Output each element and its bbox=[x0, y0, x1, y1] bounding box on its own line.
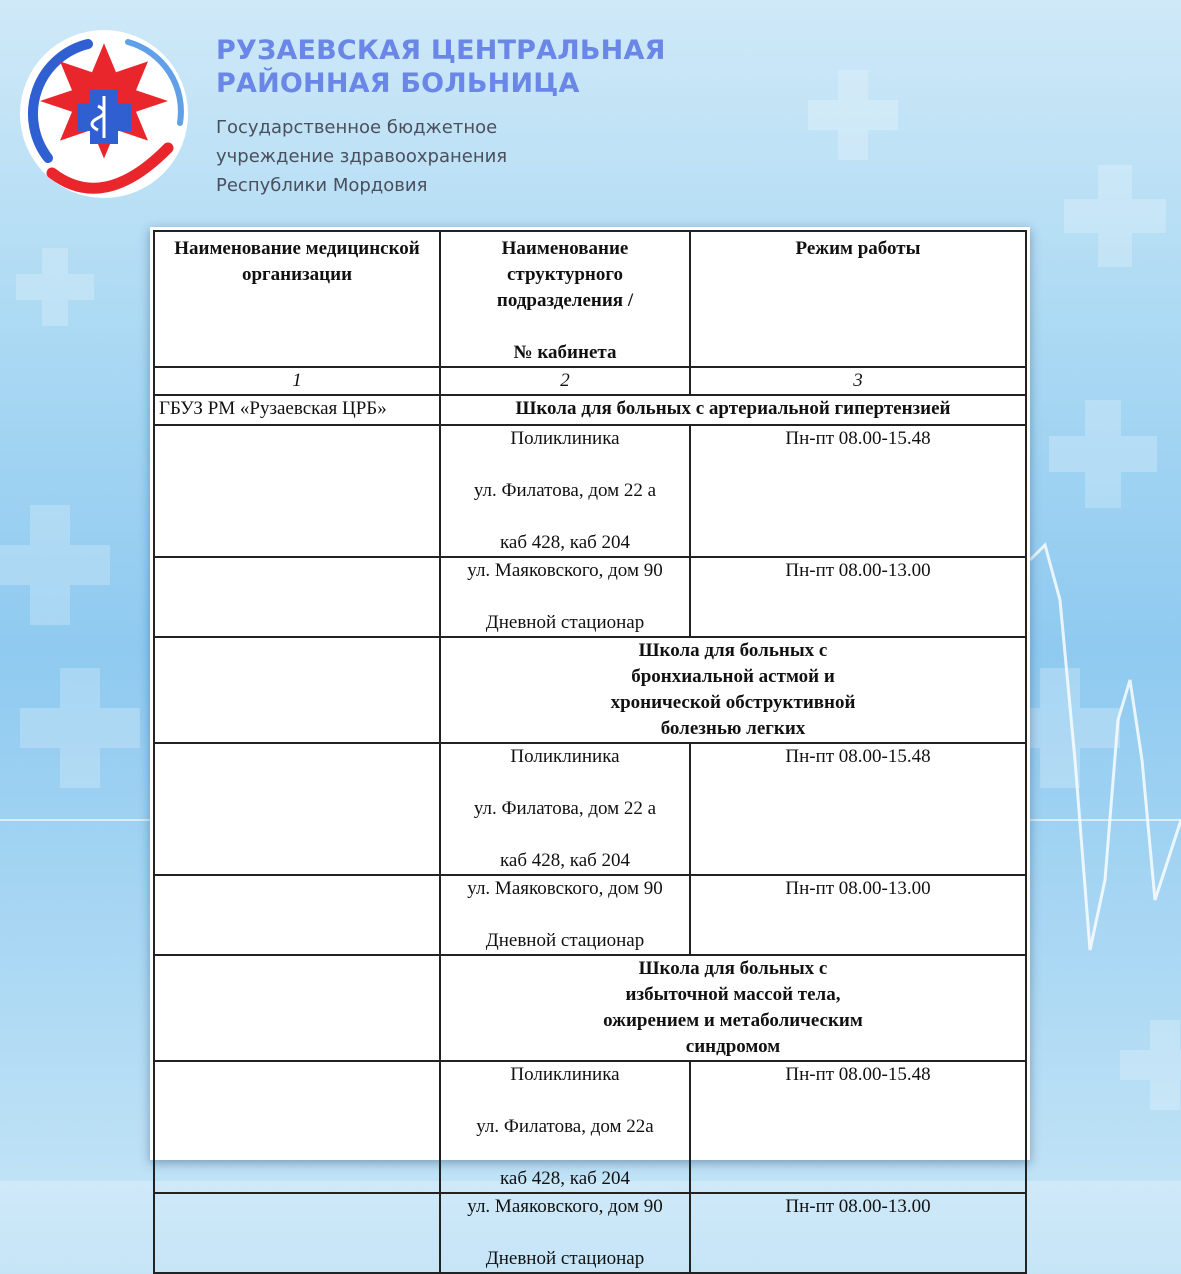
day-hospital-name: Дневной стационар bbox=[485, 1248, 645, 1269]
school-title: Школа для больных с артериальной гипертензией bbox=[440, 395, 1026, 425]
day-hospital-address: ул. Маяковского, дом 90 bbox=[467, 560, 663, 581]
school-title: Школа для больных с бронхиальной астмой и хронической обструктивной болезнью легких bbox=[440, 637, 1026, 743]
day-hospital-name: Дневной стационар bbox=[485, 930, 645, 951]
column-number-3: 3 bbox=[690, 367, 1026, 395]
working-hours: Пн-пт 08.00-15.48 bbox=[690, 1061, 1026, 1193]
polyclinic-address: ул. Филатова, дом 22а bbox=[476, 1116, 654, 1137]
polyclinic-name: Поликлиника bbox=[510, 746, 620, 767]
day-hospital-name: Дневной стационар bbox=[485, 612, 645, 633]
empty-cell bbox=[154, 1061, 440, 1193]
day-hospital-cell bbox=[440, 1193, 690, 1273]
polyclinic-cell bbox=[440, 743, 690, 875]
subtitle-line-2: учреждение здравоохранения bbox=[216, 146, 508, 167]
polyclinic-name: Поликлиника bbox=[510, 428, 620, 449]
header-hours: Режим работы bbox=[690, 231, 1026, 367]
working-hours: Пн-пт 08.00-13.00 bbox=[690, 557, 1026, 637]
empty-cell bbox=[154, 743, 440, 875]
table-row bbox=[154, 875, 1026, 955]
column-number-row bbox=[154, 367, 1026, 395]
day-hospital-address: ул. Маяковского, дом 90 bbox=[467, 878, 663, 899]
header-department bbox=[440, 231, 690, 367]
subtitle-line-1: Государственное бюджетное bbox=[216, 117, 498, 138]
table-row bbox=[154, 955, 1026, 1061]
empty-cell bbox=[154, 637, 440, 743]
subtitle-line-3: Республики Мордовия bbox=[216, 175, 428, 196]
table-row bbox=[154, 637, 1026, 743]
header-department-line-2: № кабинета bbox=[513, 342, 617, 363]
table-row bbox=[154, 1061, 1026, 1193]
working-hours: Пн-пт 08.00-15.48 bbox=[690, 743, 1026, 875]
hospital-subtitle bbox=[216, 113, 507, 200]
polyclinic-address: ул. Филатова, дом 22 а bbox=[473, 798, 657, 819]
empty-cell bbox=[154, 955, 440, 1061]
table-row bbox=[154, 1193, 1026, 1273]
schedule-document bbox=[150, 227, 1030, 1269]
empty-cell bbox=[154, 875, 440, 955]
day-hospital-cell bbox=[440, 875, 690, 955]
polyclinic-cell bbox=[440, 1061, 690, 1193]
hospital-name-line-1: РУЗАЕВСКАЯ ЦЕНТРАЛЬНАЯ bbox=[216, 35, 666, 66]
working-hours: Пн-пт 08.00-15.48 bbox=[690, 425, 1026, 557]
day-hospital-address: ул. Маяковского, дом 90 bbox=[467, 1196, 663, 1217]
column-number-2: 2 bbox=[440, 367, 690, 395]
empty-cell bbox=[154, 1193, 440, 1273]
polyclinic-rooms: каб 428, каб 204 bbox=[499, 850, 631, 871]
hospital-name bbox=[216, 34, 666, 100]
table-row bbox=[154, 425, 1026, 557]
page-header bbox=[0, 0, 1181, 220]
hospital-logo bbox=[18, 28, 190, 200]
empty-cell bbox=[154, 557, 440, 637]
empty-cell bbox=[154, 425, 440, 557]
table-row bbox=[154, 557, 1026, 637]
table-row bbox=[154, 395, 1026, 425]
polyclinic-rooms: каб 428, каб 204 bbox=[499, 532, 631, 553]
table-header-row bbox=[154, 231, 1026, 367]
working-hours: Пн-пт 08.00-13.00 bbox=[690, 875, 1026, 955]
organization-name: ГБУЗ РМ «Рузаевская ЦРБ» bbox=[154, 395, 440, 425]
polyclinic-name: Поликлиника bbox=[510, 1064, 620, 1085]
hospital-name-line-2: РАЙОННАЯ БОЛЬНИЦА bbox=[216, 68, 580, 99]
polyclinic-rooms: каб 428, каб 204 bbox=[499, 1168, 631, 1189]
header-organization: Наименование медицинской организации bbox=[154, 231, 440, 367]
schedule-table bbox=[153, 230, 1027, 1274]
header-department-line-1: Наименование структурного подразделения / bbox=[496, 238, 634, 311]
column-number-1: 1 bbox=[154, 367, 440, 395]
table-row bbox=[154, 743, 1026, 875]
working-hours: Пн-пт 08.00-13.00 bbox=[690, 1193, 1026, 1273]
day-hospital-cell bbox=[440, 557, 690, 637]
polyclinic-cell bbox=[440, 425, 690, 557]
school-title: Школа для больных с избыточной массой тела, ожирением и метаболическим синдромом bbox=[440, 955, 1026, 1061]
polyclinic-address: ул. Филатова, дом 22 а bbox=[473, 480, 657, 501]
